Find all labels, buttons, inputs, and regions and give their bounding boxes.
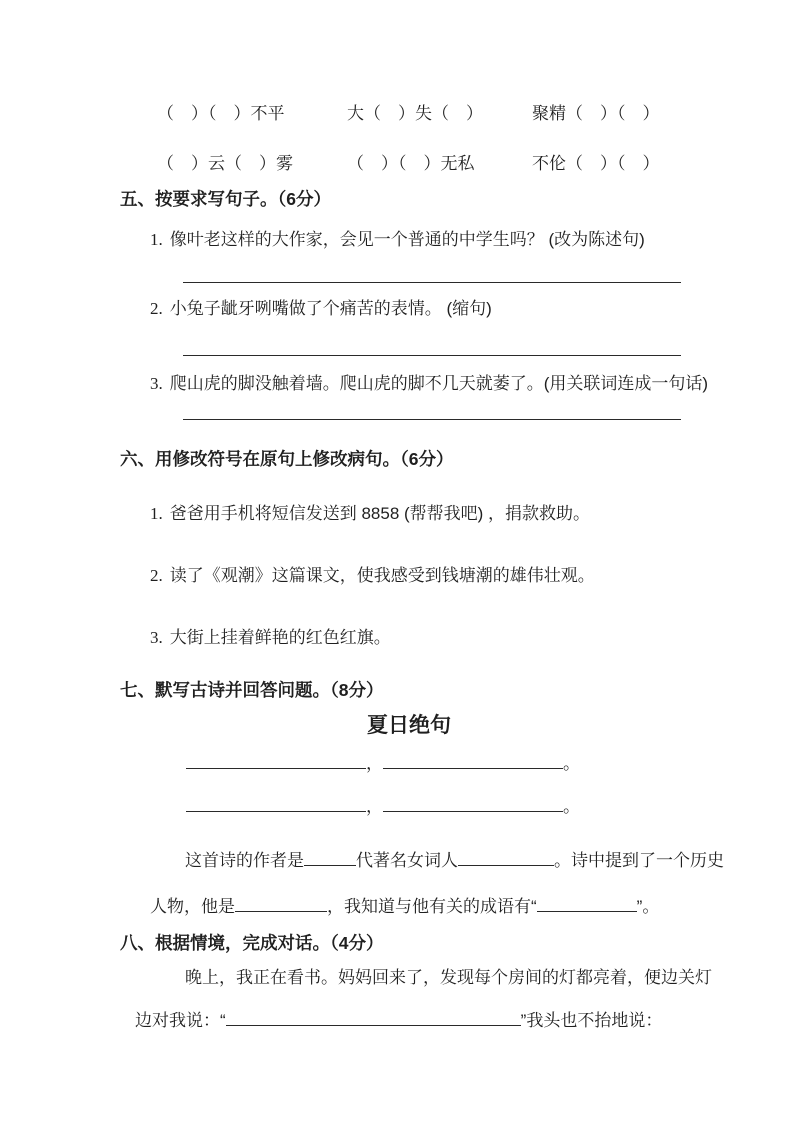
section-eight-heading: 八、根据情境，完成对话。（4分） — [120, 932, 384, 953]
text-segment: ”。 — [636, 896, 660, 916]
answer-line — [183, 282, 681, 283]
question-number: 1. — [150, 503, 163, 523]
blank-underline — [537, 894, 637, 912]
answer-line — [183, 419, 681, 420]
question-item-5-3 — [150, 373, 709, 395]
text-segment: 边对我说：“ — [135, 1010, 226, 1030]
question-text: 像叶老这样的大作家，会见一个普通的中学生吗？ (改为陈述句) — [169, 229, 645, 249]
blank-underline — [458, 848, 554, 866]
poem-author-line — [185, 848, 724, 872]
question-number: 2. — [150, 299, 163, 319]
answer-line — [183, 355, 681, 356]
blank-underline — [304, 848, 356, 866]
text-segment: ，我知道与他有关的成语有“ — [327, 896, 537, 916]
poem-comma: ， — [366, 797, 383, 817]
section-seven-heading: 七、默写古诗并回答问题。（8分） — [120, 680, 384, 701]
idiom-cell: 聚精（ ）（ ） — [532, 104, 660, 123]
question-text: 读了《观潮》这篇课文，使我感受到钱塘潮的雄伟壮观。 — [169, 566, 595, 586]
blank-underline — [186, 751, 366, 769]
text-segment: 人物，他是 — [150, 896, 235, 916]
question-text: 爬山虎的脚没触着墙。爬山虎的脚不几天就萎了。(用关联词连成一句话) — [169, 374, 709, 394]
blank-underline — [383, 751, 563, 769]
idiom-cell: （ ）（ ）不平 — [157, 104, 285, 123]
poem-comma: ， — [366, 754, 383, 774]
question-text: 爸爸用手机将短信发送到 8858 (帮帮我吧) ，捐款救助。 — [169, 503, 591, 523]
text-segment: 。诗中提到了一个历史 — [554, 851, 724, 871]
dialog-intro-paragraph: 晚上，我正在看书。妈妈回来了，发现每个房间的灯都亮着，便边关灯 — [185, 968, 712, 988]
section-five-heading: 五、按要求写句子。（6分） — [120, 189, 331, 210]
section-six-heading: 六、用修改符号在原句上修改病句。（6分） — [120, 449, 454, 470]
question-number: 1. — [150, 229, 163, 249]
poem-title: 夏日绝句 — [367, 714, 451, 737]
blank-underline — [226, 1008, 521, 1026]
question-item-5-1 — [150, 229, 698, 251]
question-item-6-3 — [150, 627, 698, 649]
idiom-cell: 不伦（ ）（ ） — [532, 154, 660, 174]
poem-period: 。 — [563, 797, 580, 817]
idiom-cell: （ ）（ ）无私 — [347, 154, 475, 174]
idiom-cell: （ ）云（ ）雾 — [157, 154, 293, 174]
idiom-cell: 大（ ）失（ ） — [347, 104, 483, 123]
poem-period: 。 — [563, 754, 580, 774]
blank-underline — [186, 794, 366, 812]
question-item-6-1 — [150, 503, 698, 525]
idiom-fill-row-2 — [157, 153, 698, 175]
text-segment: 这首诗的作者是 — [185, 851, 304, 871]
question-item-6-2 — [150, 565, 698, 587]
question-number: 2. — [150, 566, 163, 586]
poem-figure-line — [150, 894, 698, 918]
dialog-line — [135, 1008, 698, 1032]
question-item-5-2 — [150, 298, 698, 320]
poem-blank-line-2 — [186, 794, 698, 818]
text-segment: ”我头也不抬地说： — [520, 1010, 663, 1030]
question-number: 3. — [150, 374, 163, 394]
idiom-fill-row-1 — [157, 103, 698, 125]
text-segment: 代著名女词人 — [356, 851, 458, 871]
blank-underline — [235, 894, 327, 912]
question-text: 小兔子龇牙咧嘴做了个痛苦的表情。 (缩句) — [169, 299, 492, 319]
blank-underline — [383, 794, 563, 812]
poem-blank-line-1 — [186, 751, 698, 775]
question-text: 大街上挂着鲜艳的红色红旗。 — [169, 628, 391, 648]
question-number: 3. — [150, 628, 163, 648]
